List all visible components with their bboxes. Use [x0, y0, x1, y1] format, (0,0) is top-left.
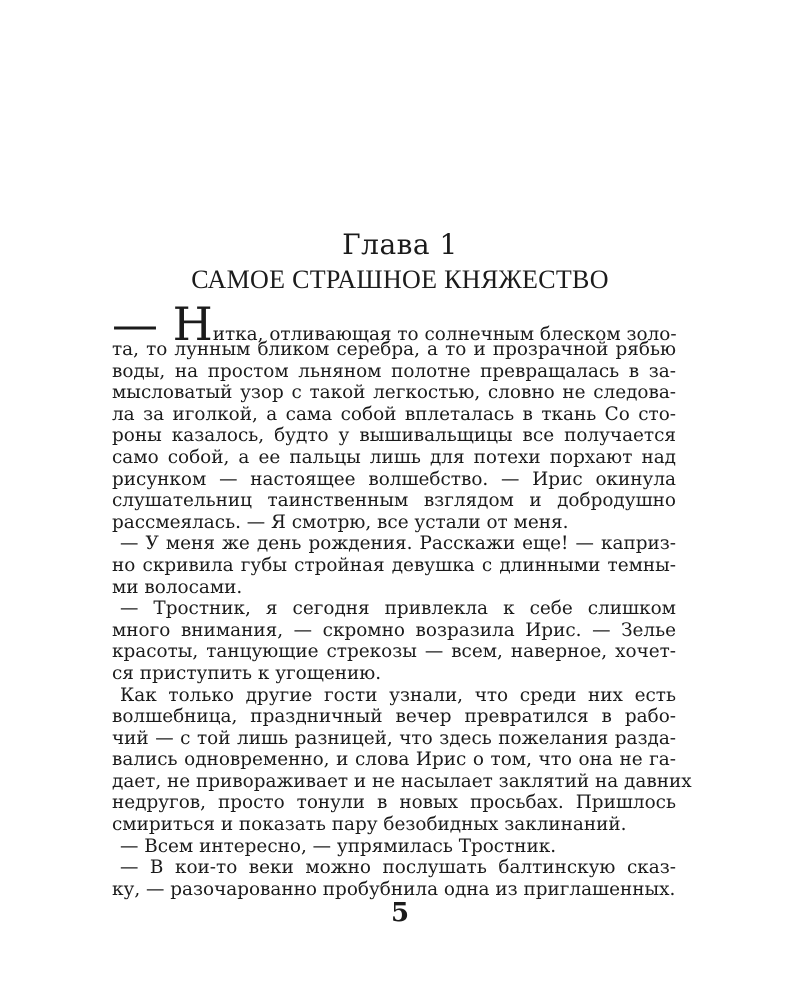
text-line: смириться и показать пару безобидных заклинаний.	[112, 814, 627, 836]
text-line: слушательниц таинственным взглядом и добродушно	[112, 490, 676, 512]
line-text: итка, отливающая то солнечным блеском золо-	[212, 324, 677, 345]
text-line: красоты, танцующие стрекозы — всем, наверное, хочет-	[112, 641, 676, 663]
text-line: вались одновременно, и слова Ирис о том, что она не га-	[112, 749, 676, 771]
text-line: волшебница, праздничный вечер превратился в рабо-	[112, 706, 676, 728]
text-line: мысловатый узор с такой легкостью, словно не следова-	[112, 382, 676, 404]
text-line: — В кои-то веки можно послушать балтинскую сказ-	[120, 857, 676, 879]
text-line: — Всем интересно, — упрямилась Тростник.	[120, 835, 557, 857]
dropcap: — Н	[112, 297, 213, 351]
text-line: та, то лунным бликом серебра, а то и прозрачной рябью	[112, 339, 676, 360]
text-line: но скривила губы стройная девушка с длинными темны-	[112, 554, 676, 576]
text-line: чий — с той лишь разницей, что здесь пожелания разда-	[112, 727, 676, 749]
page-number: 5	[390, 898, 410, 928]
text-line: ся приступить к угощению.	[112, 662, 382, 684]
text-line: дает, не привораживает и не насылает заклятий на давних	[112, 770, 692, 792]
text-line: воды, на простом льняном полотне превращалась в за-	[112, 360, 676, 382]
text-line: роны казалось, будто у вышивальщицы все получается	[112, 425, 676, 447]
text-line: ку, — разочарованно пробубнила одна из приглашенных.	[112, 878, 676, 900]
text-line: ла за иголкой, а сама собой вплеталась в ткань Со сто-	[112, 403, 676, 425]
chapter-text	[112, 297, 692, 900]
text-line: рассмеялась. — Я смотрю, все устали от меня.	[112, 511, 569, 533]
chapter-title: САМОЕ СТРАШНОЕ КНЯЖЕСТВО	[191, 265, 609, 294]
text-line: Как только другие гости узнали, что среди них есть	[120, 684, 676, 706]
chapter-number: Глава 1	[342, 228, 458, 261]
text-line: — Тростник, я сегодня привлекла к себе слишком	[120, 598, 676, 620]
text-line: само собой, а ее пальцы лишь для потехи порхают над	[112, 446, 676, 468]
text-line: ми волосами.	[112, 576, 243, 598]
text-line: много внимания, — скромно возразила Ирис. — Зелье	[112, 619, 676, 641]
text-line: — У меня же день рождения. Расскажи еще! — каприз-	[120, 533, 676, 555]
text-line: недругов, просто тонули в новых просьбах. Пришлось	[112, 792, 676, 814]
text-line: рисунком — настоящее волшебство. — Ирис окинула	[112, 468, 676, 490]
